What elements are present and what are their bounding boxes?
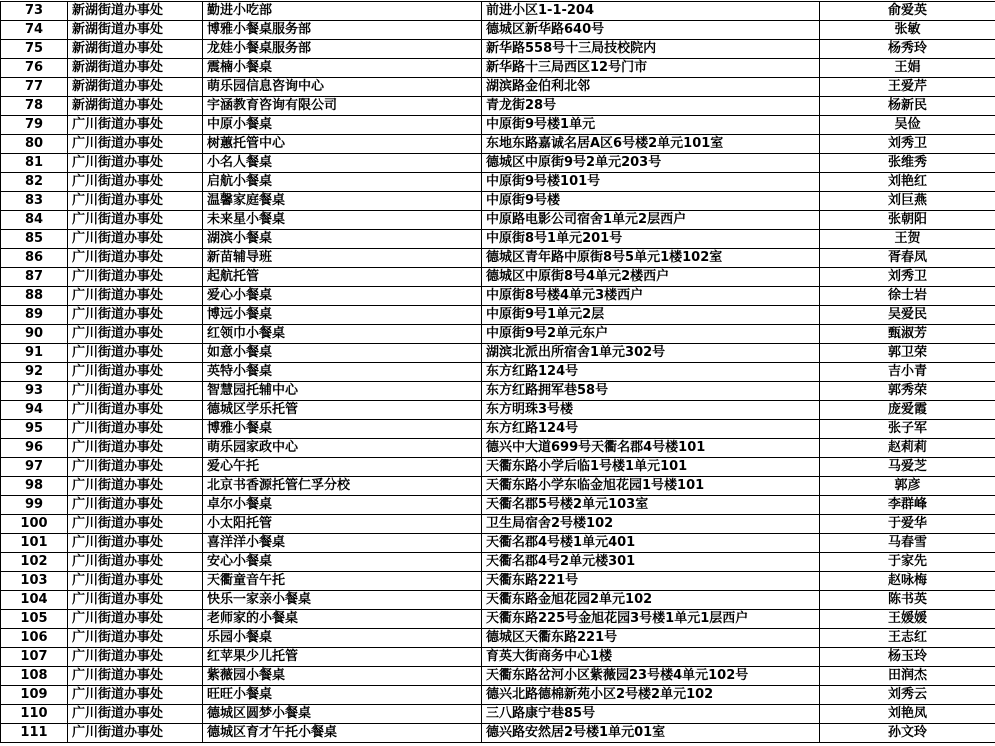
contact-person-cell: 胥春凤 — [820, 249, 995, 268]
row-number-cell: 101 — [1, 534, 68, 553]
contact-person-cell: 孙文玲 — [820, 724, 995, 743]
business-name-cell: 德城区圆梦小餐桌 — [203, 705, 482, 724]
contact-person-cell: 刘艳凤 — [820, 705, 995, 724]
district-office-cell: 广川街道办事处 — [68, 135, 203, 154]
row-number-cell: 104 — [1, 591, 68, 610]
business-name-cell: 温馨家庭餐桌 — [203, 192, 482, 211]
contact-person-cell: 赵莉莉 — [820, 439, 995, 458]
contact-person-cell: 庞爱霞 — [820, 401, 995, 420]
district-office-cell: 新湖街道办事处 — [68, 40, 203, 59]
table-body — [1, 2, 995, 743]
address-cell: 德兴路安然居2号楼1单元01室 — [482, 724, 820, 743]
business-name-cell: 喜洋洋小餐桌 — [203, 534, 482, 553]
contact-person-cell: 徐士岩 — [820, 287, 995, 306]
business-name-cell: 湖滨小餐桌 — [203, 230, 482, 249]
row-number-cell: 96 — [1, 439, 68, 458]
table-row — [1, 515, 995, 534]
table-row — [1, 363, 995, 382]
table-row — [1, 116, 995, 135]
district-office-cell: 新湖街道办事处 — [68, 78, 203, 97]
district-office-cell: 广川街道办事处 — [68, 363, 203, 382]
contact-person-cell: 王媛媛 — [820, 610, 995, 629]
contact-person-cell: 吴爱民 — [820, 306, 995, 325]
table-row — [1, 154, 995, 173]
table-row — [1, 40, 995, 59]
district-office-cell: 广川街道办事处 — [68, 420, 203, 439]
address-cell: 天衢东路金旭花园2单元102 — [482, 591, 820, 610]
district-office-cell: 广川街道办事处 — [68, 686, 203, 705]
district-office-cell: 广川街道办事处 — [68, 325, 203, 344]
address-cell: 德兴北路德棉新苑小区2号楼2单元102 — [482, 686, 820, 705]
business-name-cell: 新苗辅导班 — [203, 249, 482, 268]
business-name-cell: 震楠小餐桌 — [203, 59, 482, 78]
business-name-cell: 紫薇园小餐桌 — [203, 667, 482, 686]
business-name-cell: 如意小餐桌 — [203, 344, 482, 363]
address-cell: 天衢名郡4号2单元楼301 — [482, 553, 820, 572]
business-name-cell: 老师家的小餐桌 — [203, 610, 482, 629]
row-number-cell: 77 — [1, 78, 68, 97]
row-number-cell: 76 — [1, 59, 68, 78]
business-name-cell: 爱心小餐桌 — [203, 287, 482, 306]
contact-person-cell: 刘秀卫 — [820, 135, 995, 154]
row-number-cell: 108 — [1, 667, 68, 686]
table-row — [1, 629, 995, 648]
district-office-cell: 广川街道办事处 — [68, 534, 203, 553]
address-cell: 湖滨路金伯利北邻 — [482, 78, 820, 97]
row-number-cell: 109 — [1, 686, 68, 705]
table-row — [1, 705, 995, 724]
table-row — [1, 553, 995, 572]
address-cell: 东方红路124号 — [482, 363, 820, 382]
contact-person-cell: 俞爱英 — [820, 2, 995, 21]
row-number-cell: 100 — [1, 515, 68, 534]
contact-person-cell: 刘秀云 — [820, 686, 995, 705]
table-row — [1, 610, 995, 629]
table-row — [1, 667, 995, 686]
district-office-cell: 广川街道办事处 — [68, 477, 203, 496]
table-row — [1, 249, 995, 268]
business-name-cell: 北京书香源托管仁孚分校 — [203, 477, 482, 496]
contact-person-cell: 吴俭 — [820, 116, 995, 135]
business-name-cell: 旺旺小餐桌 — [203, 686, 482, 705]
contact-person-cell: 王爱芹 — [820, 78, 995, 97]
business-name-cell: 中原小餐桌 — [203, 116, 482, 135]
table-row — [1, 382, 995, 401]
table-row — [1, 477, 995, 496]
district-office-cell: 广川街道办事处 — [68, 268, 203, 287]
business-name-cell: 博远小餐桌 — [203, 306, 482, 325]
contact-person-cell: 王娟 — [820, 59, 995, 78]
table-row — [1, 97, 995, 116]
row-number-cell: 81 — [1, 154, 68, 173]
row-number-cell: 105 — [1, 610, 68, 629]
row-number-cell: 98 — [1, 477, 68, 496]
table-row — [1, 21, 995, 40]
row-number-cell: 78 — [1, 97, 68, 116]
district-office-cell: 新湖街道办事处 — [68, 97, 203, 116]
table-row — [1, 496, 995, 515]
district-office-cell: 广川街道办事处 — [68, 401, 203, 420]
business-name-cell: 起航托管 — [203, 268, 482, 287]
district-office-cell: 广川街道办事处 — [68, 591, 203, 610]
address-cell: 育英大街商务中心1楼 — [482, 648, 820, 667]
address-cell: 前进小区1-1-204 — [482, 2, 820, 21]
address-cell: 东方明珠3号楼 — [482, 401, 820, 420]
district-office-cell: 广川街道办事处 — [68, 287, 203, 306]
row-number-cell: 74 — [1, 21, 68, 40]
district-office-cell: 广川街道办事处 — [68, 458, 203, 477]
contact-person-cell: 张子军 — [820, 420, 995, 439]
row-number-cell: 110 — [1, 705, 68, 724]
district-office-cell: 广川街道办事处 — [68, 344, 203, 363]
row-number-cell: 86 — [1, 249, 68, 268]
table-row — [1, 458, 995, 477]
address-cell: 天衢东路小学后临1号楼1单元101 — [482, 458, 820, 477]
table-row — [1, 268, 995, 287]
district-office-cell: 广川街道办事处 — [68, 553, 203, 572]
row-number-cell: 111 — [1, 724, 68, 743]
address-cell: 中原街9号1单元2层 — [482, 306, 820, 325]
district-office-cell: 广川街道办事处 — [68, 629, 203, 648]
contact-person-cell: 杨玉玲 — [820, 648, 995, 667]
table-row — [1, 78, 995, 97]
business-name-cell: 德城区学乐托管 — [203, 401, 482, 420]
district-office-cell: 广川街道办事处 — [68, 610, 203, 629]
row-number-cell: 103 — [1, 572, 68, 591]
row-number-cell: 107 — [1, 648, 68, 667]
district-office-cell: 广川街道办事处 — [68, 230, 203, 249]
address-cell: 中原街9号楼1单元 — [482, 116, 820, 135]
contact-person-cell: 陈书英 — [820, 591, 995, 610]
district-office-cell: 新湖街道办事处 — [68, 2, 203, 21]
address-cell: 天衢名郡4号楼1单元401 — [482, 534, 820, 553]
row-number-cell: 92 — [1, 363, 68, 382]
district-office-cell: 广川街道办事处 — [68, 154, 203, 173]
business-name-cell: 德城区育才午托小餐桌 — [203, 724, 482, 743]
business-name-cell: 乐园小餐桌 — [203, 629, 482, 648]
contact-person-cell: 马爱芝 — [820, 458, 995, 477]
district-office-cell: 新湖街道办事处 — [68, 21, 203, 40]
address-cell: 三八路康宁巷85号 — [482, 705, 820, 724]
business-name-cell: 启航小餐桌 — [203, 173, 482, 192]
row-number-cell: 94 — [1, 401, 68, 420]
contact-person-cell: 刘秀卫 — [820, 268, 995, 287]
district-office-cell: 广川街道办事处 — [68, 173, 203, 192]
row-number-cell: 102 — [1, 553, 68, 572]
table-row — [1, 724, 995, 743]
table-row — [1, 591, 995, 610]
address-cell: 天衢东路岔河小区紫薇园23号楼4单元102号 — [482, 667, 820, 686]
contact-person-cell: 刘艳红 — [820, 173, 995, 192]
address-cell: 青龙街28号 — [482, 97, 820, 116]
business-name-cell: 小名人餐桌 — [203, 154, 482, 173]
table-row — [1, 287, 995, 306]
contact-person-cell: 田润杰 — [820, 667, 995, 686]
business-name-cell: 小太阳托管 — [203, 515, 482, 534]
table-row — [1, 173, 995, 192]
address-cell: 德兴中大道699号天衢名郡4号楼101 — [482, 439, 820, 458]
district-office-cell: 广川街道办事处 — [68, 439, 203, 458]
address-cell: 天衢东路小学东临金旭花园1号楼101 — [482, 477, 820, 496]
row-number-cell: 82 — [1, 173, 68, 192]
address-cell: 中原街9号2单元东户 — [482, 325, 820, 344]
row-number-cell: 90 — [1, 325, 68, 344]
row-number-cell: 83 — [1, 192, 68, 211]
address-cell: 德城区青年路中原街8号5单元1楼102室 — [482, 249, 820, 268]
business-name-cell: 安心小餐桌 — [203, 553, 482, 572]
address-cell: 德城区中原街9号2单元203号 — [482, 154, 820, 173]
contact-person-cell: 吉小青 — [820, 363, 995, 382]
row-number-cell: 75 — [1, 40, 68, 59]
table-row — [1, 572, 995, 591]
address-cell: 中原路电影公司宿舍1单元2层西户 — [482, 211, 820, 230]
address-cell: 东方红路124号 — [482, 420, 820, 439]
business-name-cell: 勤进小吃部 — [203, 2, 482, 21]
table-row — [1, 211, 995, 230]
contact-person-cell: 张朝阳 — [820, 211, 995, 230]
table-row — [1, 534, 995, 553]
district-office-cell: 广川街道办事处 — [68, 249, 203, 268]
district-office-cell: 新湖街道办事处 — [68, 59, 203, 78]
row-number-cell: 73 — [1, 2, 68, 21]
address-cell: 中原街8号1单元201号 — [482, 230, 820, 249]
row-number-cell: 99 — [1, 496, 68, 515]
address-cell: 中原街9号楼101号 — [482, 173, 820, 192]
business-name-cell: 爱心午托 — [203, 458, 482, 477]
district-office-cell: 广川街道办事处 — [68, 705, 203, 724]
contact-person-cell: 刘巨燕 — [820, 192, 995, 211]
contact-person-cell: 于爱华 — [820, 515, 995, 534]
address-cell: 湖滨北派出所宿舍1单元302号 — [482, 344, 820, 363]
business-name-cell: 萌乐园信息咨询中心 — [203, 78, 482, 97]
table-row — [1, 420, 995, 439]
contact-person-cell: 杨新民 — [820, 97, 995, 116]
row-number-cell: 85 — [1, 230, 68, 249]
contact-person-cell: 郭彦 — [820, 477, 995, 496]
district-office-cell: 广川街道办事处 — [68, 192, 203, 211]
contact-person-cell: 王贺 — [820, 230, 995, 249]
row-number-cell: 84 — [1, 211, 68, 230]
table-row — [1, 2, 995, 21]
district-office-cell: 广川街道办事处 — [68, 648, 203, 667]
table-row — [1, 59, 995, 78]
row-number-cell: 79 — [1, 116, 68, 135]
contact-person-cell: 马春雪 — [820, 534, 995, 553]
district-office-cell: 广川街道办事处 — [68, 211, 203, 230]
row-number-cell: 80 — [1, 135, 68, 154]
district-office-cell: 广川街道办事处 — [68, 116, 203, 135]
district-office-cell: 广川街道办事处 — [68, 667, 203, 686]
district-office-cell: 广川街道办事处 — [68, 724, 203, 743]
business-name-cell: 红领巾小餐桌 — [203, 325, 482, 344]
address-cell: 新华路558号十三局技校院内 — [482, 40, 820, 59]
business-name-cell: 英特小餐桌 — [203, 363, 482, 382]
contact-person-cell: 于家先 — [820, 553, 995, 572]
row-number-cell: 88 — [1, 287, 68, 306]
business-name-cell: 红苹果少儿托管 — [203, 648, 482, 667]
contact-person-cell: 张敏 — [820, 21, 995, 40]
contact-person-cell: 郭卫荣 — [820, 344, 995, 363]
contact-person-cell: 王志红 — [820, 629, 995, 648]
row-number-cell: 95 — [1, 420, 68, 439]
table-row — [1, 192, 995, 211]
address-cell: 德城区新华路640号 — [482, 21, 820, 40]
table-row — [1, 325, 995, 344]
address-cell: 天衢名郡5号楼2单元103室 — [482, 496, 820, 515]
contact-person-cell: 甄淑芳 — [820, 325, 995, 344]
address-cell: 东方红路拥军巷58号 — [482, 382, 820, 401]
contact-person-cell: 杨秀玲 — [820, 40, 995, 59]
contact-person-cell: 张维秀 — [820, 154, 995, 173]
business-name-cell: 未来星小餐桌 — [203, 211, 482, 230]
business-name-cell: 树蕙托管中心 — [203, 135, 482, 154]
business-name-cell: 宇涵教育咨询有限公司 — [203, 97, 482, 116]
address-cell: 中原街9号楼 — [482, 192, 820, 211]
address-cell: 新华路十三局西区12号门市 — [482, 59, 820, 78]
address-cell: 卫生局宿舍2号楼102 — [482, 515, 820, 534]
row-number-cell: 97 — [1, 458, 68, 477]
row-number-cell: 93 — [1, 382, 68, 401]
row-number-cell: 87 — [1, 268, 68, 287]
table-row — [1, 648, 995, 667]
business-name-cell: 萌乐园家政中心 — [203, 439, 482, 458]
business-name-cell: 龙娃小餐桌服务部 — [203, 40, 482, 59]
registry-table — [0, 1, 995, 743]
business-name-cell: 卓尔小餐桌 — [203, 496, 482, 515]
address-cell: 德城区中原街8号4单元2楼西户 — [482, 268, 820, 287]
table-row — [1, 306, 995, 325]
row-number-cell: 89 — [1, 306, 68, 325]
contact-person-cell: 李群峰 — [820, 496, 995, 515]
table-row — [1, 135, 995, 154]
district-office-cell: 广川街道办事处 — [68, 306, 203, 325]
district-office-cell: 广川街道办事处 — [68, 515, 203, 534]
table-row — [1, 401, 995, 420]
business-name-cell: 博雅小餐桌 — [203, 420, 482, 439]
address-cell: 中原街8号楼4单元3楼西户 — [482, 287, 820, 306]
row-number-cell: 106 — [1, 629, 68, 648]
district-office-cell: 广川街道办事处 — [68, 496, 203, 515]
table-row — [1, 230, 995, 249]
table-row — [1, 344, 995, 363]
business-name-cell: 快乐一家亲小餐桌 — [203, 591, 482, 610]
table-row — [1, 439, 995, 458]
business-name-cell: 博雅小餐桌服务部 — [203, 21, 482, 40]
contact-person-cell: 郭秀荣 — [820, 382, 995, 401]
address-cell: 东地东路嘉诚名居A区6号楼2单元101室 — [482, 135, 820, 154]
address-cell: 天衢东路225号金旭花园3号楼1单元1层西户 — [482, 610, 820, 629]
business-name-cell: 天衢童音午托 — [203, 572, 482, 591]
contact-person-cell: 赵咏梅 — [820, 572, 995, 591]
district-office-cell: 广川街道办事处 — [68, 572, 203, 591]
district-office-cell: 广川街道办事处 — [68, 382, 203, 401]
business-name-cell: 智慧园托辅中心 — [203, 382, 482, 401]
table-row — [1, 686, 995, 705]
address-cell: 天衢东路221号 — [482, 572, 820, 591]
address-cell: 德城区天衢东路221号 — [482, 629, 820, 648]
row-number-cell: 91 — [1, 344, 68, 363]
